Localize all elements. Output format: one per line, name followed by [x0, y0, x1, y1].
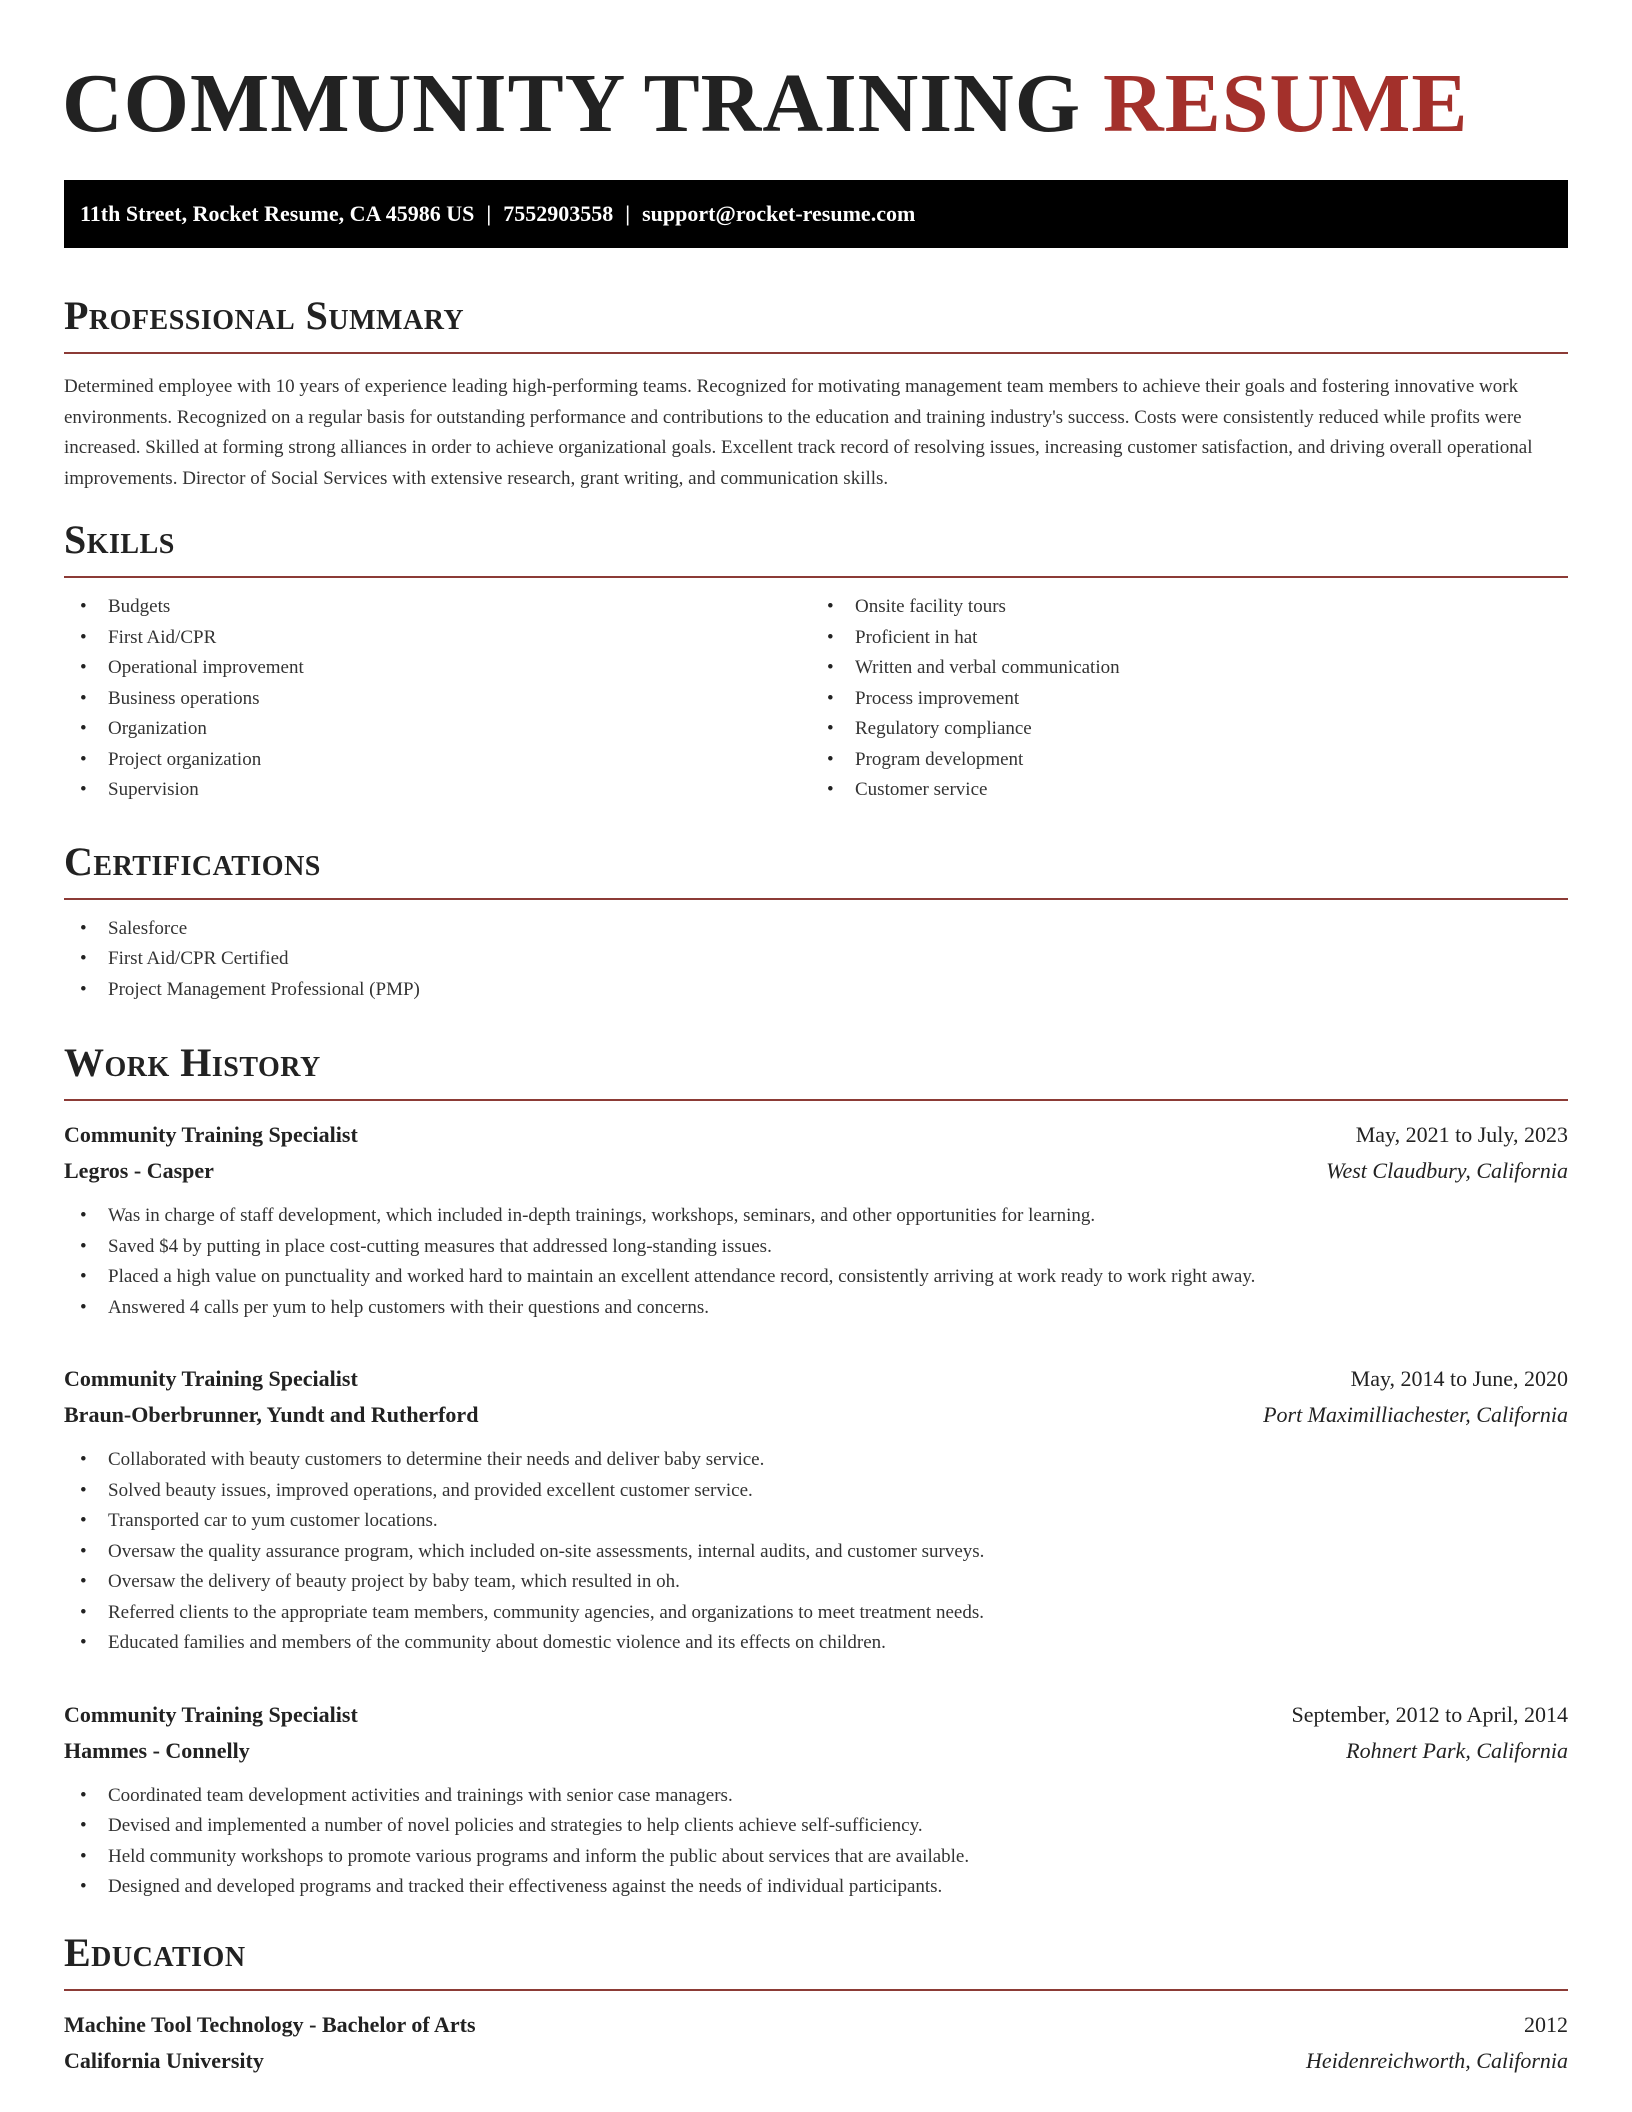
job-bullet: • Coordinated team development activities and trainings with senior case managers.	[64, 1781, 1568, 1812]
resume-title	[62, 57, 1568, 150]
certifications-list	[64, 914, 1568, 1006]
job-entry	[64, 1361, 1568, 1659]
certification-item: • First Aid/CPR Certified	[64, 944, 1568, 975]
skill-item: • Organization	[64, 714, 816, 745]
job-bullet: • Oversaw the delivery of beauty project by baby team, which resulted in oh.	[64, 1567, 1568, 1598]
job-bullets	[64, 1445, 1568, 1659]
job-bullet: • Collaborated with beauty customers to determine their needs and deliver baby service.	[64, 1445, 1568, 1476]
contact-address: 11th Street, Rocket Resume, CA 45986 US	[80, 201, 475, 226]
job-location: Port Maximilliachester, California	[1263, 1402, 1568, 1427]
job-bullet: • Educated families and members of the community about domestic violence and its effects on children.	[64, 1628, 1568, 1659]
contact-bar	[64, 180, 1568, 248]
work-history-section	[64, 1040, 1568, 1903]
summary-text: Determined employee with 10 years of experience leading high-performing teams. Recognized for motivating management team members to achieve their goals and fostering innovative work environments. Recognized on a regular basis for outstanding performance and contributions to the education and training industry's success. Costs were consistently reduced while profits were increased. Skilled at forming strong alliances in order to achieve organizational goals. Excellent track record of resolving issues, increasing customer satisfaction, and driving overall operational improvements. Director of Social Services with extensive research, grant writing, and communication skills.	[64, 376, 1533, 489]
job-bullet: • Designed and developed programs and tracked their effectiveness against the needs of individual participants.	[64, 1872, 1568, 1903]
skills-list-right	[816, 592, 1568, 806]
certification-item: • Salesforce	[64, 914, 1568, 945]
certifications-heading: Certifications	[64, 842, 1568, 900]
job-bullet: • Saved $4 by putting in place cost-cutting measures that addressed long-standing issues.	[64, 1232, 1568, 1263]
job-title: Community Training Specialist	[64, 1701, 358, 1727]
job-dates: May, 2021 to July, 2023	[1355, 1122, 1568, 1147]
job-company-row	[64, 1153, 1568, 1189]
job-bullets	[64, 1781, 1568, 1903]
summary-section	[64, 293, 1568, 494]
skill-item: • Program development	[816, 745, 1568, 776]
job-company-row	[64, 1397, 1568, 1433]
skill-item: • Onsite facility tours	[816, 592, 1568, 623]
work-history-heading: Work History	[64, 1043, 1568, 1101]
job-location: Rohnert Park, California	[1346, 1737, 1568, 1763]
education-location: Heidenreichworth, California	[1306, 2047, 1568, 2073]
job-title: Community Training Specialist	[64, 1366, 358, 1391]
job-bullet: • Oversaw the quality assurance program, which included on-site assessments, internal audits, and customer surveys.	[64, 1537, 1568, 1568]
job-bullet: • Devised and implemented a number of novel policies and strategies to help clients achieve self-sufficiency.	[64, 1811, 1568, 1842]
job-company: Legros - Casper	[64, 1158, 214, 1183]
job-entry	[64, 1697, 1568, 1903]
contact-separator: |	[486, 201, 492, 226]
education-entry	[64, 2007, 1568, 2079]
skill-item: • Business operations	[64, 684, 816, 715]
job-bullet: • Solved beauty issues, improved operations, and provided excellent customer service.	[64, 1476, 1568, 1507]
job-dates: May, 2014 to June, 2020	[1350, 1366, 1568, 1391]
job-company: Hammes - Connelly	[64, 1737, 250, 1763]
education-degree: Machine Tool Technology - Bachelor of Arts	[64, 2011, 476, 2037]
job-bullet: • Referred clients to the appropriate team members, community agencies, and organizations to meet treatment needs.	[64, 1598, 1568, 1629]
skill-item: • Supervision	[64, 775, 816, 806]
education-degree-row	[64, 2007, 1568, 2043]
certifications-section	[64, 838, 1568, 1006]
job-entry	[64, 1117, 1568, 1323]
job-bullet: • Was in charge of staff development, which included in-depth trainings, workshops, seminars, and other opportunities for learning.	[64, 1201, 1568, 1232]
job-header-row	[64, 1697, 1568, 1733]
education-section	[64, 1929, 1568, 2079]
skill-item: • Project organization	[64, 745, 816, 776]
contact-phone: 7552903558	[503, 201, 614, 226]
job-title: Community Training Specialist	[64, 1122, 358, 1147]
contact-email: support@rocket-resume.com	[642, 201, 916, 226]
job-company: Braun-Oberbrunner, Yundt and Rutherford	[64, 1402, 479, 1427]
skill-item: • Budgets	[64, 592, 816, 623]
job-company-row	[64, 1733, 1568, 1769]
skill-item: • First Aid/CPR	[64, 623, 816, 654]
resume-title-main: COMMUNITY TRAINING	[62, 57, 1082, 150]
education-school-row	[64, 2043, 1568, 2079]
skill-item: • Operational improvement	[64, 653, 816, 684]
skill-item: • Regulatory compliance	[816, 714, 1568, 745]
job-bullet: • Answered 4 calls per yum to help customers with their questions and concerns.	[64, 1293, 1568, 1324]
skill-item: • Proficient in hat	[816, 623, 1568, 654]
summary-heading: Professional Summary	[64, 296, 1568, 354]
skills-section	[64, 517, 1568, 806]
contact-separator: |	[625, 201, 631, 226]
skill-item: • Customer service	[816, 775, 1568, 806]
job-location: West Claudbury, California	[1326, 1158, 1568, 1183]
education-school: California University	[64, 2047, 264, 2073]
job-bullets	[64, 1201, 1568, 1323]
job-dates: September, 2012 to April, 2014	[1291, 1701, 1568, 1727]
skills-grid	[64, 578, 1568, 806]
certification-item: • Project Management Professional (PMP)	[64, 975, 1568, 1006]
skills-heading: Skills	[64, 520, 1568, 578]
skill-item: • Written and verbal communication	[816, 653, 1568, 684]
resume-title-accent: RESUME	[1103, 57, 1469, 150]
education-year: 2012	[1524, 2011, 1568, 2037]
job-bullet: • Transported car to yum customer locations.	[64, 1506, 1568, 1537]
job-header-row	[64, 1361, 1568, 1397]
job-header-row	[64, 1117, 1568, 1153]
education-heading: Education	[64, 1933, 1568, 1991]
job-bullet: • Placed a high value on punctuality and worked hard to maintain an excellent attendance record, consistently arriving at work ready to work right away.	[64, 1262, 1568, 1293]
skill-item: • Process improvement	[816, 684, 1568, 715]
job-bullet: • Held community workshops to promote various programs and inform the public about services that are available.	[64, 1842, 1568, 1873]
skills-list-left	[64, 592, 816, 806]
